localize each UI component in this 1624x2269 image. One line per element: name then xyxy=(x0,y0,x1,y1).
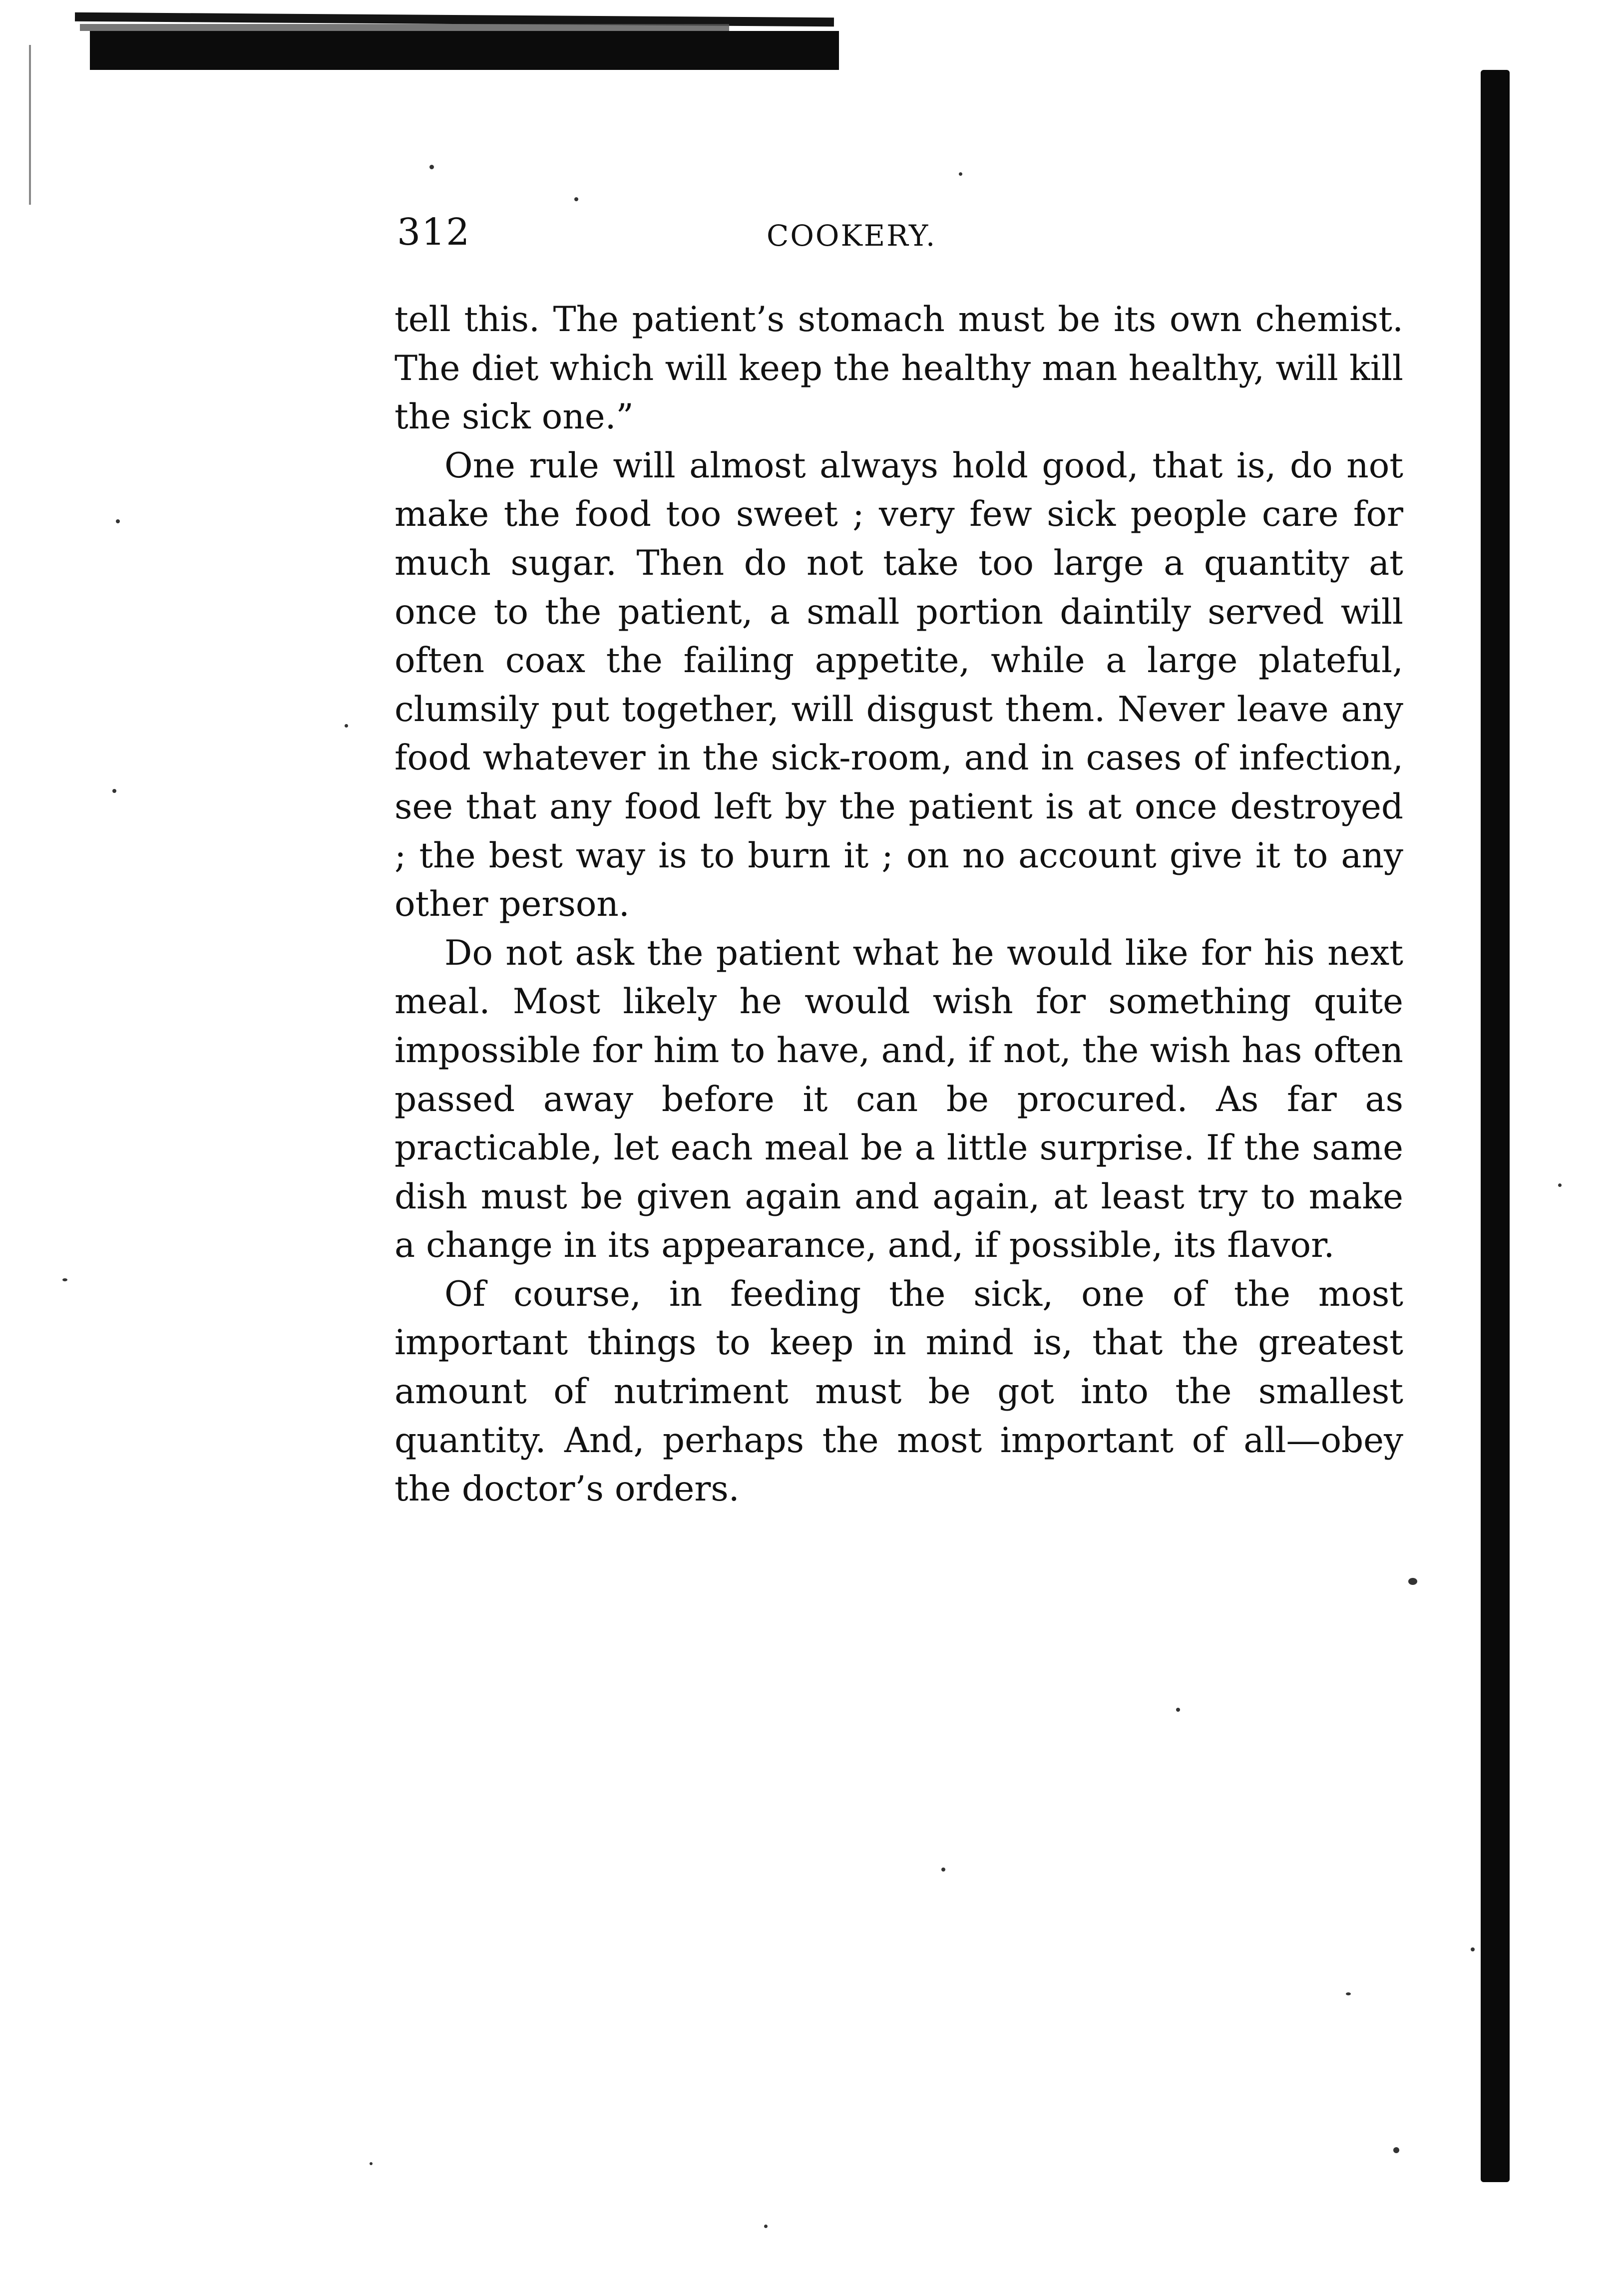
scan-speck xyxy=(764,2225,768,2228)
running-title: COOKERY. xyxy=(767,219,937,253)
scan-edge-mark xyxy=(29,45,31,205)
scan-speck xyxy=(116,519,120,523)
page-number: 312 xyxy=(397,211,471,254)
scan-speck xyxy=(1393,2147,1399,2153)
scan-edge-shadow xyxy=(90,31,839,70)
scan-speck xyxy=(429,165,434,169)
paragraph: Do not ask the patient what he would like for his next meal. Most likely he would wish for something quite impossible for him to have, and, if not, the wish has often passed away before it can be procured. As far as practicable, let each meal be a little surprise. If the same dish must be given again and again, at least try to make a change in its appearance, and, if possible, its flavor. xyxy=(395,933,1403,1266)
scan-speck xyxy=(959,172,962,176)
paragraph: One rule will almost always hold good, that is, do not make the food too sweet ; very few sick people care for much sugar. Then do not take too large a quantity at once to the patient, a small portion daintily served will often coax the failing appetite, while a large plateful, clumsily put together, will disgust them. Never leave any food whatever in the sick-room, and in cases of infection, see that any food left by the patient is at once destroyed ; the best way is to burn it ; on no account give it to any other person. xyxy=(395,445,1403,925)
scan-speck xyxy=(574,197,578,201)
scan-edge-shadow xyxy=(80,24,729,31)
scan-speck xyxy=(1408,1578,1417,1585)
scan-speck xyxy=(1471,1947,1475,1951)
scan-speck xyxy=(1176,1708,1180,1712)
scan-speck xyxy=(1558,1183,1562,1187)
scan-speck xyxy=(941,1868,945,1872)
scan-speck xyxy=(1346,1992,1351,1995)
scan-speck xyxy=(345,724,348,728)
scan-edge-shadow xyxy=(1481,70,1510,2182)
scan-speck xyxy=(112,789,116,793)
body-text xyxy=(395,296,1403,1514)
paragraph: Of course, in feeding the sick, one of the most important things to keep in mind is, that the greatest amount of nutriment must be got into the smallest quantity. And, perhaps the most important of all—obey the doctor’s orders. xyxy=(395,1274,1403,1510)
scan-speck xyxy=(62,1278,67,1281)
paragraph: tell this. The patient’s stomach must be its own chemist. The diet which will keep the healthy man healthy, will kill the sick one.” xyxy=(395,300,1403,437)
running-head xyxy=(397,211,1396,266)
scan-speck xyxy=(370,2162,373,2165)
